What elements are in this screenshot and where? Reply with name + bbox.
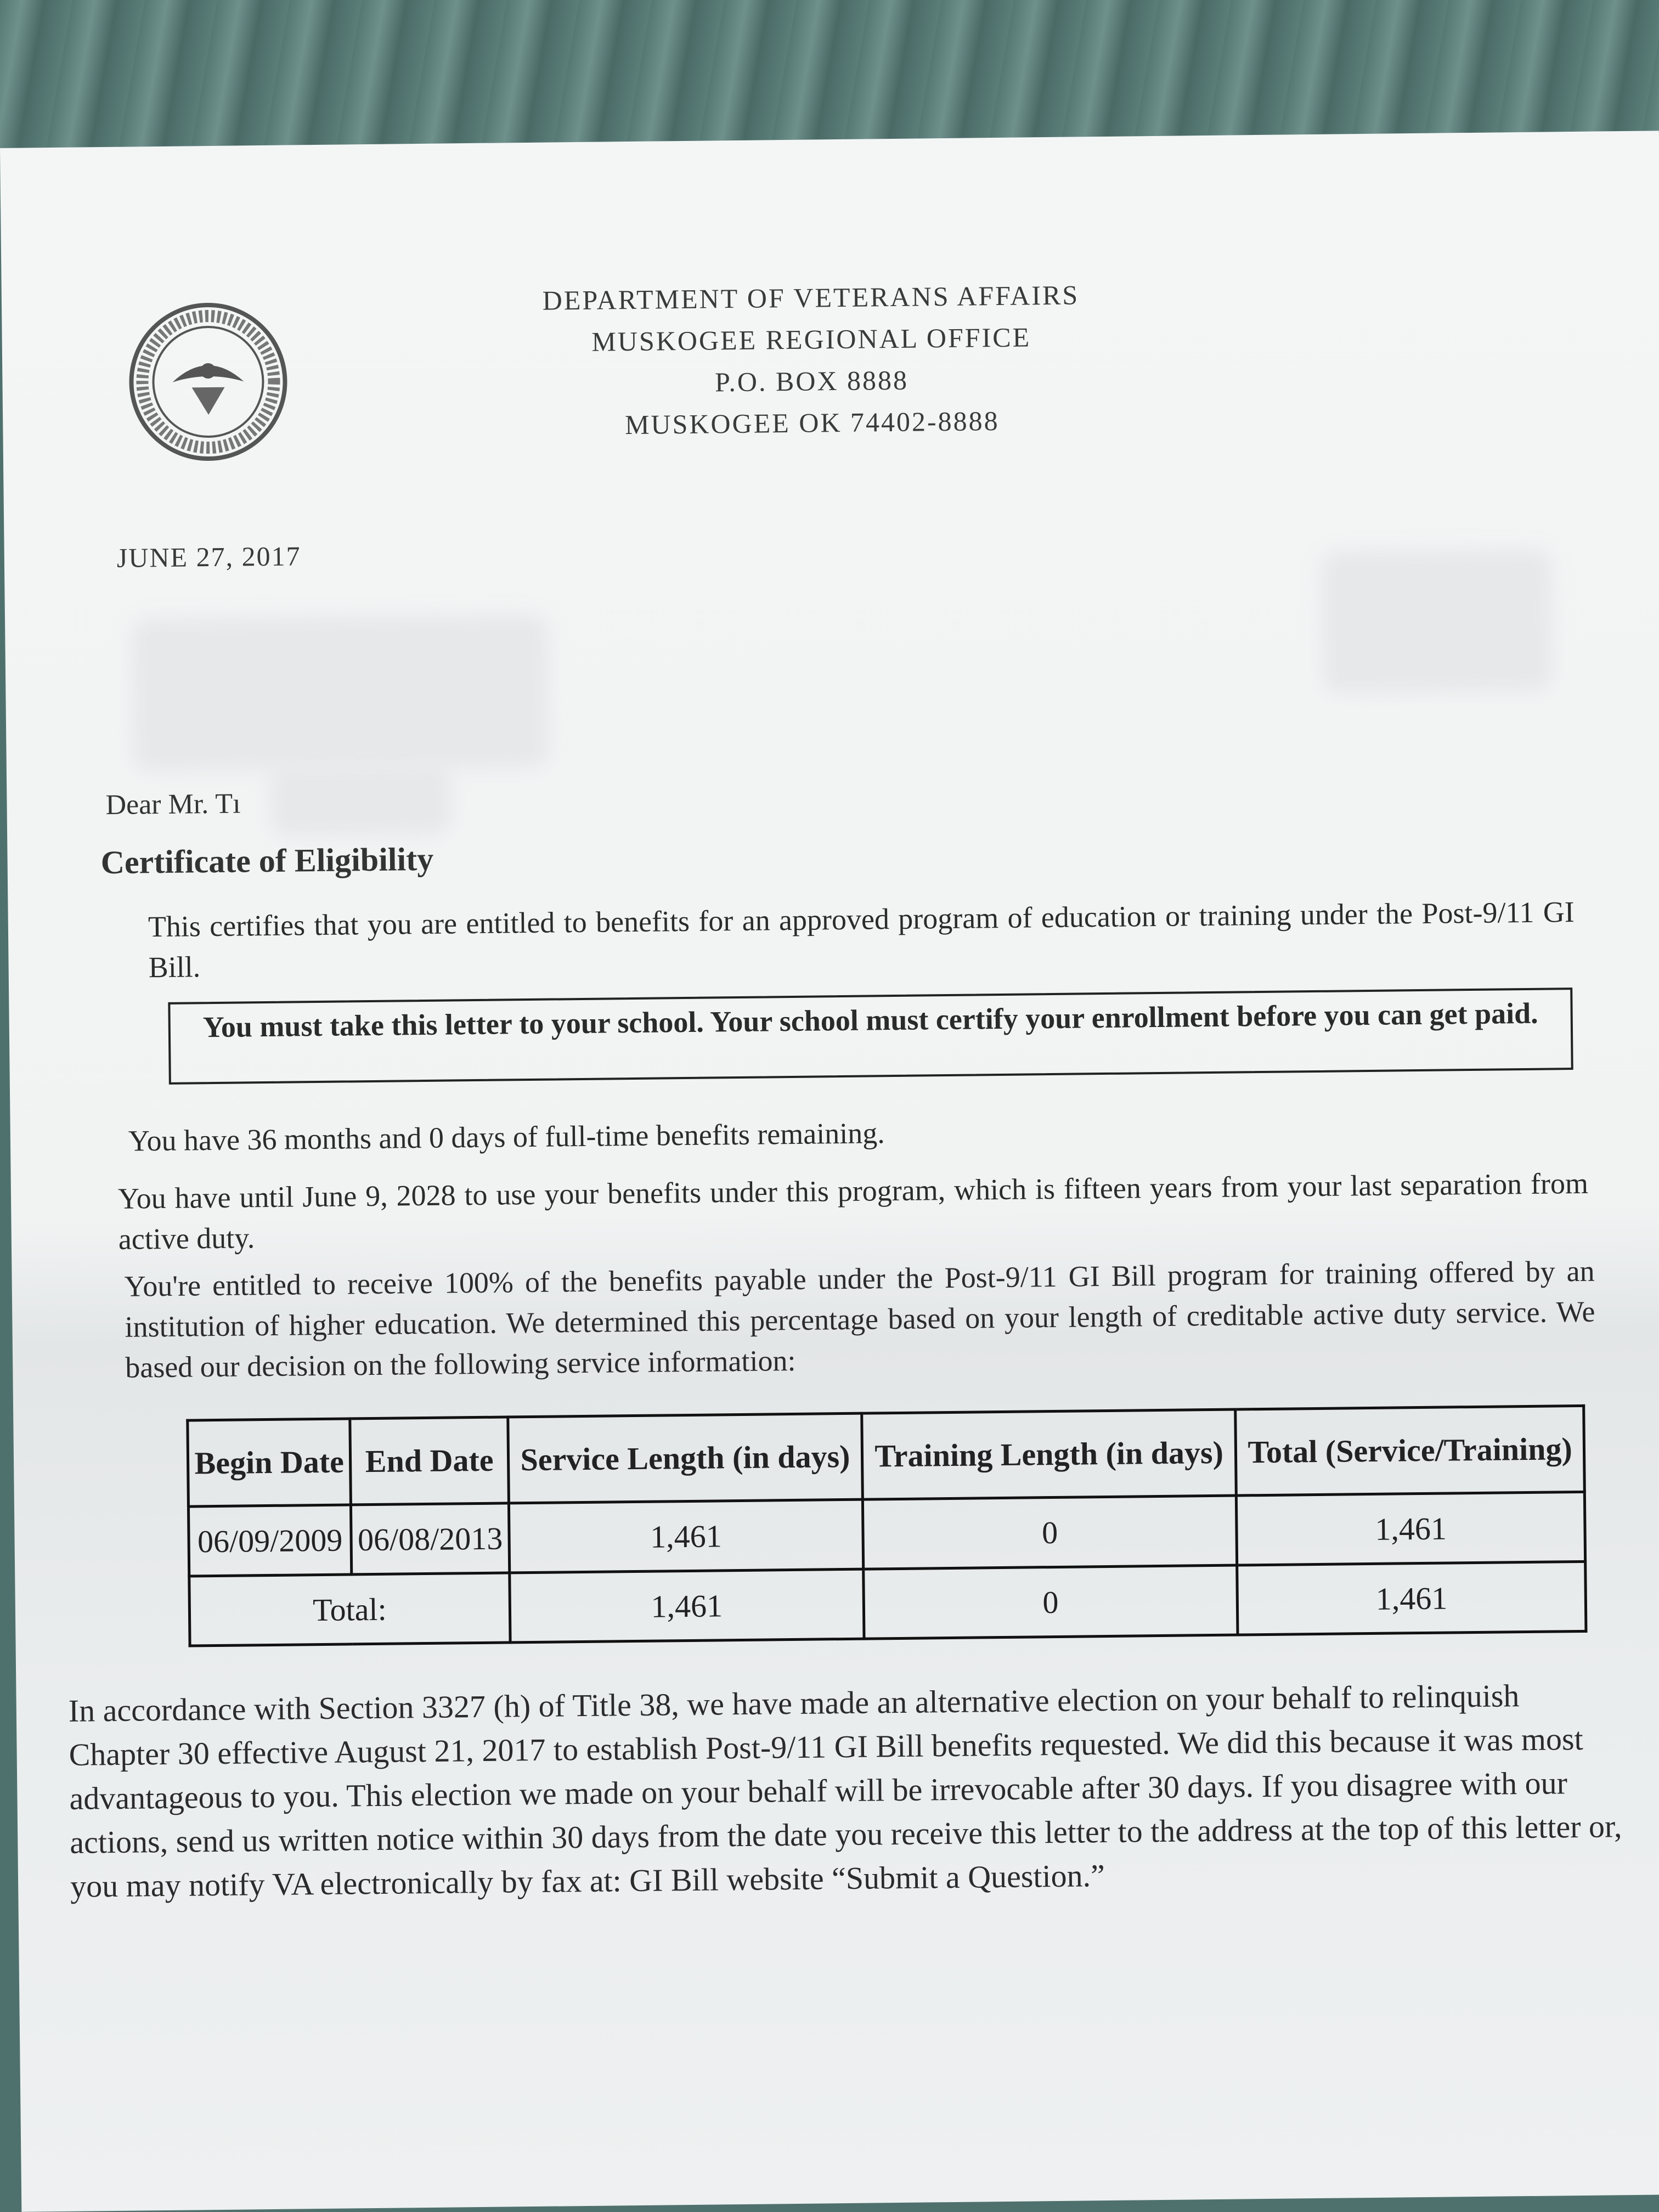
greeting: Dear Mr. Tı: [105, 788, 241, 821]
letterhead-department: DEPARTMENT OF VETERANS AFFAIRS: [542, 279, 1080, 316]
table-header-row: [188, 1406, 1585, 1506]
cell-begin-date: 06/09/2009: [188, 1505, 352, 1576]
benefits-remaining: You have 36 months and 0 days of full-time benefits remaining.: [128, 1116, 885, 1158]
deadline-paragraph: You have until June 9, 2028 to use your benefits under this program, which is fifteen years from your last separation from active duty.: [117, 1166, 1589, 1256]
letterhead-pobox: P.O. BOX 8888: [714, 364, 909, 398]
letterhead-city: MUSKOGEE OK 74402-8888: [624, 405, 1000, 441]
letterhead-office: MUSKOGEE REGIONAL OFFICE: [591, 321, 1031, 357]
total-service-length: 1,461: [510, 1569, 864, 1643]
header-begin-date: Begin Date: [188, 1419, 351, 1506]
cell-service-length: 1,461: [509, 1499, 863, 1573]
redacted-address: [131, 614, 550, 772]
letter-date: JUNE 27, 2017: [116, 540, 301, 573]
redacted-reference: [1321, 549, 1553, 693]
certificate-heading: Certificate of Eligibility: [100, 840, 434, 881]
cell-training-length: 0: [862, 1496, 1237, 1569]
alternative-election-paragraph: In accordance with Section 3327 (h) of Title 38, we have made an alternative election on your behalf to relinquish Chapter 30 effective August 21, 2017 to establish Post-9/11 GI Bill benefits requested. We did this because it was most advantageous to you. This election we made on your behalf will be irrevocable after 30 days. If you disagree with our actions, send us written notice within 30 days from the date you receive this letter to the address at the top of this letter or, you may notify VA electronically by fax at: GI Bill website “Submit a Question.”: [68, 1678, 1622, 1904]
school-notice-box: You must take this letter to your school. Your school must certify your enrollment before you can get paid.: [168, 988, 1573, 1085]
eligibility-paragraph: This certifies that you are entitled to benefits for an approved program of education or training under the Post-9/11 GI Bill.: [148, 895, 1575, 984]
header-end-date: End Date: [350, 1417, 509, 1505]
entitlement-paragraph: You're entitled to receive 100% of the benefits payable under the Post-9/11 GI Bill program for training offered by an institution of higher education. We determined this percentage based on your length of creditable active duty service. We based our decision on the following service information:: [124, 1254, 1595, 1384]
total-training-length: 0: [864, 1565, 1238, 1639]
cell-end-date: 06/08/2013: [351, 1503, 510, 1575]
header-training-length: Training Length (in days): [862, 1409, 1237, 1499]
total-combined: 1,461: [1237, 1561, 1586, 1635]
header-total: Total (Service/Training): [1235, 1406, 1584, 1496]
total-label: Total:: [189, 1573, 510, 1646]
cell-total: 1,461: [1237, 1492, 1585, 1565]
redacted-name: [270, 763, 452, 836]
va-seal-icon: [125, 298, 291, 465]
service-table: [186, 1404, 1587, 1647]
header-service-length: Service Length (in days): [508, 1413, 862, 1503]
letter-page: [0, 131, 1659, 2211]
table-total-row: [189, 1561, 1586, 1646]
letterhead: [386, 272, 1238, 448]
